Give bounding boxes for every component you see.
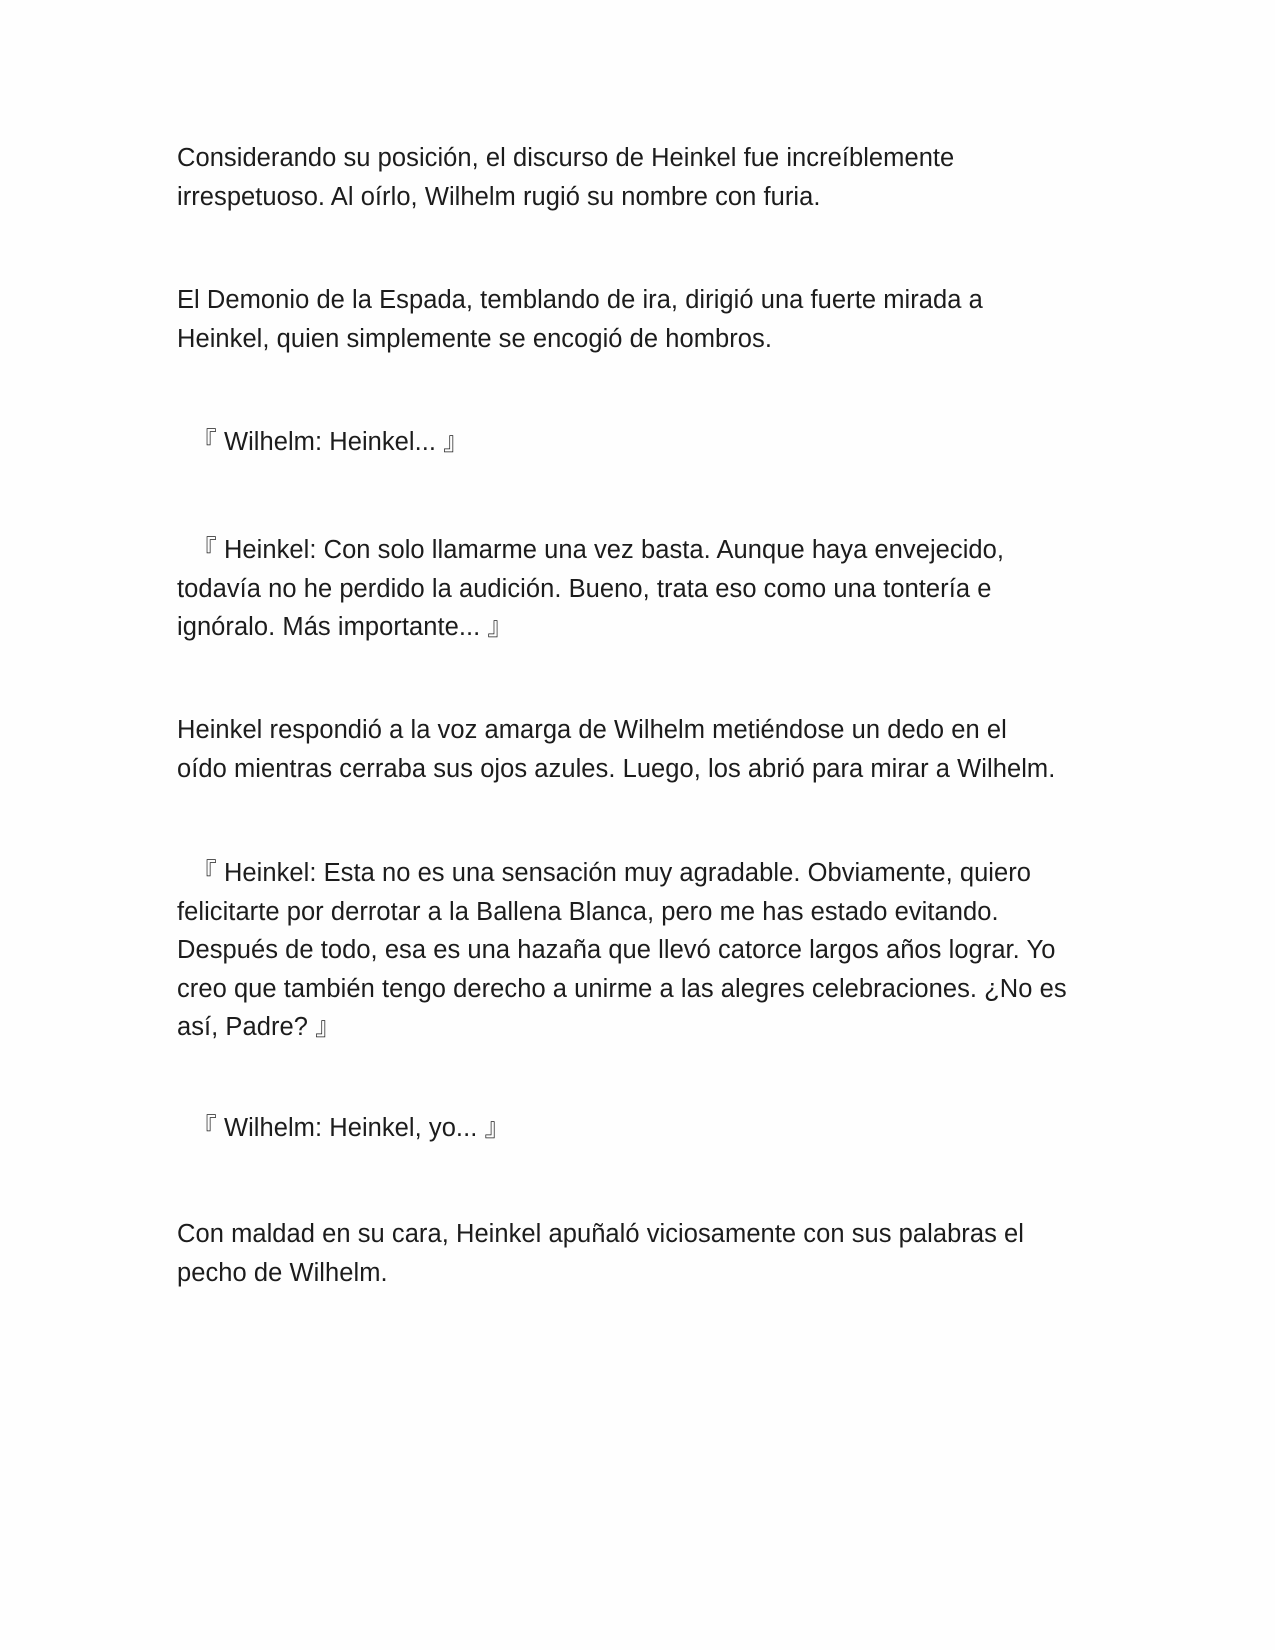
text-line: creo que también tengo derecho a unirme a las alegres celebraciones. ¿No es <box>177 974 1067 1003</box>
text-line: Con maldad en su cara, Heinkel apuñaló viciosamente con sus palabras el <box>177 1220 1024 1248</box>
paragraph-dialogue <box>177 1109 1117 1148</box>
text-line: El Demonio de la Espada, temblando de ira, dirigió una fuerte mirada a <box>177 286 983 314</box>
text-line: oído mientras cerraba sus ojos azules. Luego, los abrió para mirar a Wilhelm. <box>177 754 1056 783</box>
text-line: Heinkel respondió a la voz amarga de Wilhelm metiéndose un dedo en el <box>177 716 1007 744</box>
paragraph-dialogue <box>177 854 1117 1047</box>
text-line: pecho de Wilhelm. <box>177 1258 388 1287</box>
paragraph-dialogue <box>177 423 1117 462</box>
paragraph-narration <box>177 139 1117 216</box>
text-line: 『 Wilhelm: Heinkel... 』 <box>177 428 469 456</box>
text-line: ignóralo. Más importante... 』 <box>177 613 513 641</box>
text-line: 『 Heinkel: Esta no es una sensación muy agradable. Obviamente, quiero <box>177 859 1032 887</box>
text-line: 『 Wilhelm: Heinkel, yo... 』 <box>177 1114 511 1142</box>
text-line: 『 Heinkel: Con solo llamarme una vez basta. Aunque haya envejecido, <box>177 536 1005 564</box>
text-line: Después de todo, esa es una hazaña que llevó catorce largos años lograr. Yo <box>177 936 1056 964</box>
text-line: irrespetuoso. Al oírlo, Wilhelm rugió su nombre con furia. <box>177 182 821 211</box>
text-line: todavía no he perdido la audición. Bueno, trata eso como una tontería e <box>177 574 992 603</box>
paragraph-dialogue <box>177 531 1117 647</box>
text-line: Considerando su posición, el discurso de Heinkel fue increíblemente <box>177 144 955 172</box>
paragraph-narration <box>177 1215 1117 1292</box>
text-line: felicitarte por derrotar a la Ballena Blanca, pero me has estado evitando. <box>177 897 999 926</box>
paragraph-narration <box>177 281 1117 358</box>
text-line: así, Padre? 』 <box>177 1013 341 1041</box>
text-line: Heinkel, quien simplemente se encogió de hombros. <box>177 324 772 353</box>
paragraph-narration <box>177 711 1117 788</box>
